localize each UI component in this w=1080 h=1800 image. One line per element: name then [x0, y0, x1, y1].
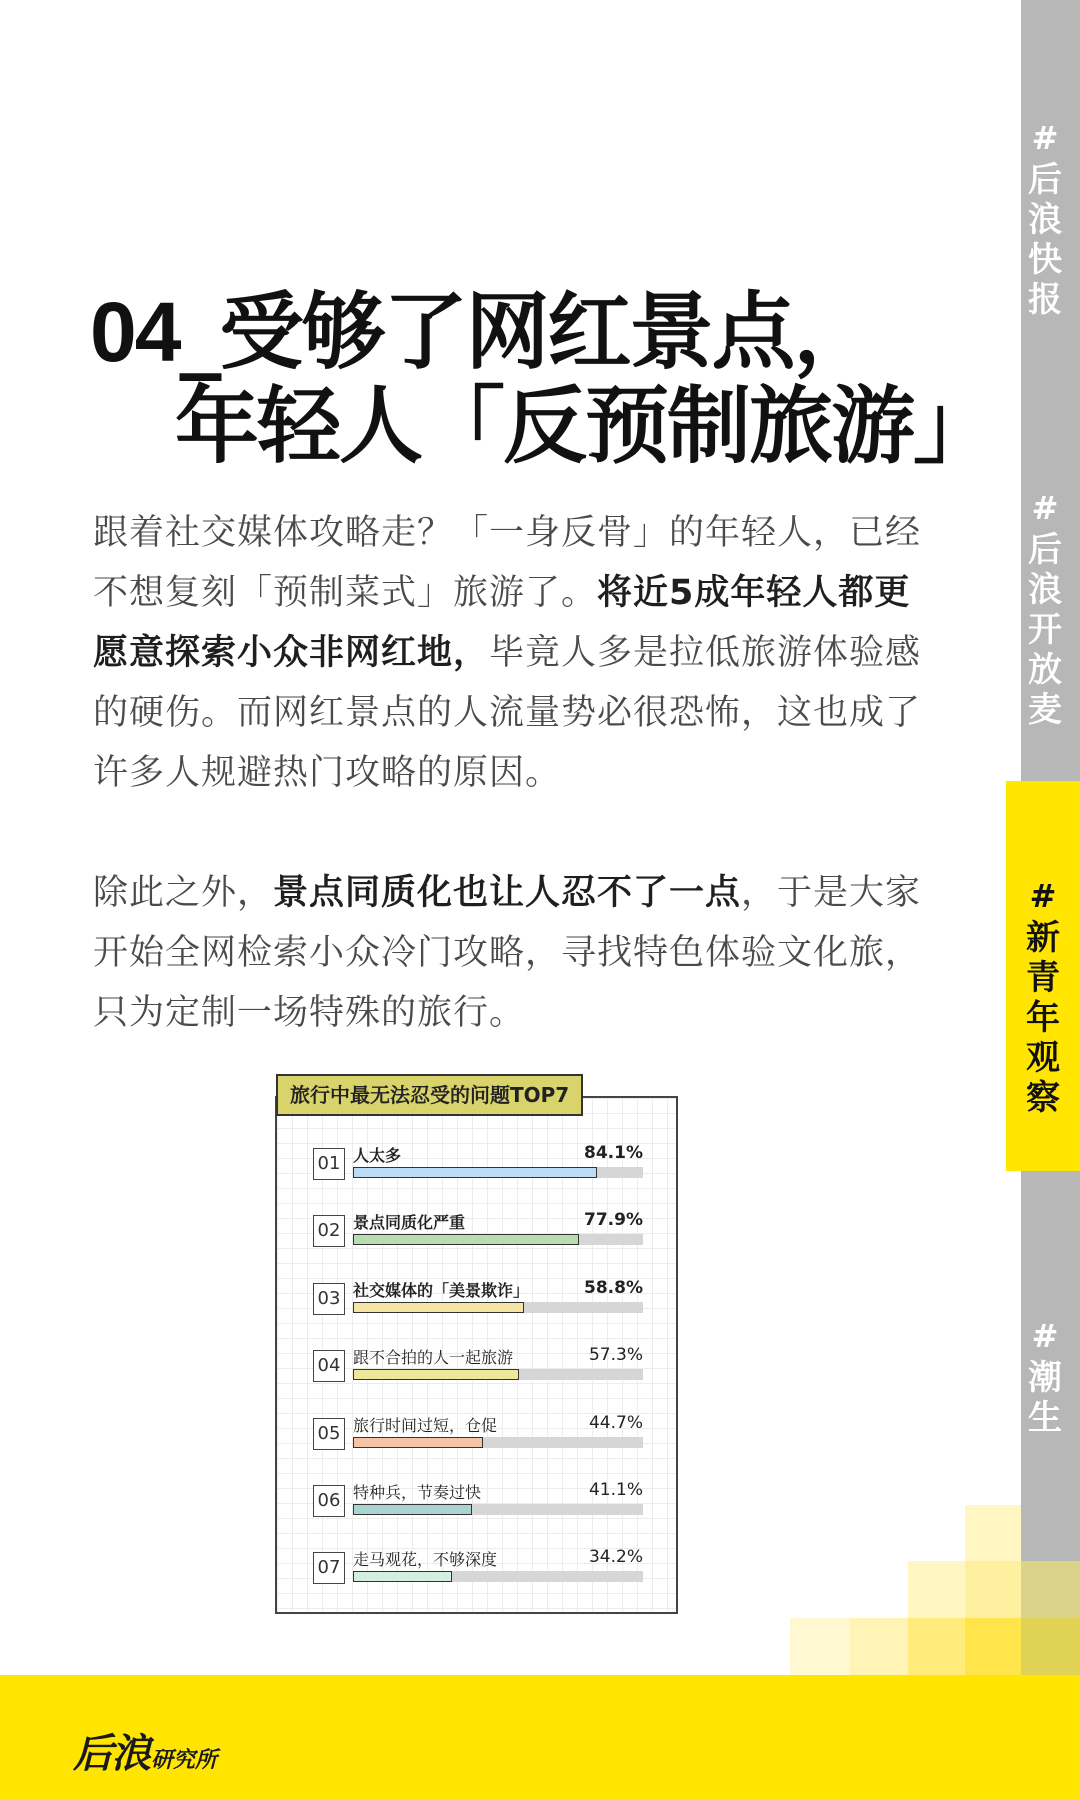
tab-hash: #: [1031, 1317, 1059, 1355]
tab-hash: #: [1031, 489, 1059, 527]
tab-houlang-kaifangmai[interactable]: [1028, 490, 1062, 730]
rank-label: 05: [313, 1418, 345, 1450]
bar: [353, 1167, 597, 1178]
bar-track: [353, 1234, 643, 1245]
tab-char: 放: [1028, 650, 1062, 690]
logo-sub: 研究所: [151, 1748, 218, 1773]
paragraph-highlight: 景点同质化也让人忍不了一点: [273, 873, 742, 913]
tab-char: 青: [1026, 958, 1060, 998]
headline-text-1: _受够了网红景点，: [179, 283, 876, 381]
bar: [353, 1437, 483, 1448]
tab-char: 浪: [1028, 570, 1062, 610]
value-label: 44.7%: [588, 1412, 643, 1433]
headline-line-2: 年轻人「反预制旅游」: [175, 377, 996, 475]
decor-square: [1021, 1561, 1080, 1618]
decor-square: [965, 1561, 1021, 1618]
tab-char: 后: [1028, 160, 1062, 200]
tab-char: 麦: [1028, 690, 1062, 730]
bar: [353, 1234, 579, 1245]
brand-logo[interactable]: [73, 1722, 217, 1779]
tab-houlang-kuaibao[interactable]: [1028, 120, 1062, 320]
chart-row: [313, 1480, 643, 1524]
tab-xin-qingnian-guancha[interactable]: [1026, 878, 1060, 1118]
category-label: 人太多: [353, 1146, 402, 1165]
paragraph-text: 毕竟人多是拉低旅游体验感的硬伤。而网红景点的人流量势必很恐怖，这也成了许多人规避热门攻略的原因。: [93, 633, 922, 793]
tab-chaosheng[interactable]: [1028, 1318, 1062, 1438]
bar-track: [353, 1369, 643, 1380]
tab-char: 报: [1028, 280, 1062, 320]
decor-square: [790, 1618, 850, 1675]
bar-track: [353, 1167, 643, 1178]
tab-char: 新: [1026, 918, 1060, 958]
chart-row: [313, 1210, 643, 1254]
decor-square: [1021, 1618, 1080, 1675]
headline-line-1: [90, 284, 875, 380]
body-paragraph-1: [93, 503, 923, 803]
tab-hash: #: [1029, 877, 1057, 915]
category-label: 跟不合拍的人一起旅游: [353, 1348, 514, 1368]
chart-row: [313, 1413, 643, 1457]
category-label: 旅行时间过短，仓促: [353, 1415, 498, 1435]
bar-track: [353, 1571, 643, 1582]
rank-label: 04: [313, 1350, 345, 1382]
rank-label: 07: [313, 1552, 345, 1584]
bar-track: [353, 1437, 643, 1448]
category-label: 景点同质化严重: [353, 1213, 466, 1233]
value-label: 57.3%: [588, 1345, 643, 1366]
body-paragraph-2: [93, 863, 923, 1043]
tab-hash: #: [1031, 119, 1059, 157]
decor-square: [850, 1618, 908, 1675]
tab-char: 快: [1028, 240, 1062, 280]
bar: [353, 1369, 519, 1380]
bar: [353, 1571, 452, 1582]
decor-square: [908, 1561, 965, 1618]
chart-row: [313, 1547, 643, 1591]
tab-char: 生: [1028, 1398, 1062, 1438]
paragraph-text: 除此之外，: [93, 873, 274, 913]
tab-char: 年: [1026, 998, 1060, 1038]
paragraph-highlight: 将近5成年轻人都更愿意探索小众非网红地，: [93, 573, 911, 673]
tab-char: 察: [1026, 1078, 1060, 1118]
chart-row: [313, 1143, 643, 1187]
chart-title: 旅行中最无法忍受的问题TOP7: [276, 1074, 583, 1116]
rank-label: 01: [313, 1148, 345, 1180]
category-label: 特种兵，节奏过快: [353, 1483, 482, 1502]
chart-row: [313, 1345, 643, 1389]
rank-label: 06: [313, 1485, 345, 1517]
bar-track: [353, 1504, 643, 1515]
tab-char: 观: [1026, 1038, 1060, 1078]
tab-char: 浪: [1028, 200, 1062, 240]
chart-row: [313, 1278, 643, 1322]
value-label: 77.9%: [584, 1210, 643, 1231]
tab-char: 后: [1028, 530, 1062, 570]
rank-label: 03: [313, 1283, 345, 1315]
value-label: 84.1%: [584, 1143, 643, 1163]
decor-square: [965, 1505, 1021, 1561]
decor-square: [965, 1618, 1021, 1675]
value-label: 58.8%: [584, 1277, 643, 1298]
bar-track: [353, 1302, 643, 1313]
value-label: 41.1%: [588, 1480, 643, 1500]
tab-char: 潮: [1028, 1358, 1062, 1398]
bar: [353, 1302, 524, 1313]
logo-main: 后浪: [73, 1731, 149, 1777]
bar: [353, 1504, 472, 1515]
paragraph-text: 跟着社交媒体攻略走？「一身反骨」的年轻人，已经不想复刻「预制菜式」旅游了。: [93, 513, 922, 613]
decor-square: [908, 1618, 965, 1675]
value-label: 34.2%: [588, 1547, 643, 1568]
category-label: 社交媒体的「美景欺诈」: [353, 1280, 530, 1300]
category-label: 走马观花，不够深度: [353, 1550, 498, 1570]
headline-number: 04: [90, 285, 180, 379]
paragraph-text: ，于是大家开始全网检索小众冷门攻略，寻找特色体验文化旅，只为定制一场特殊的旅行。: [93, 873, 922, 1033]
rank-label: 02: [313, 1215, 345, 1247]
tab-char: 开: [1028, 610, 1062, 650]
